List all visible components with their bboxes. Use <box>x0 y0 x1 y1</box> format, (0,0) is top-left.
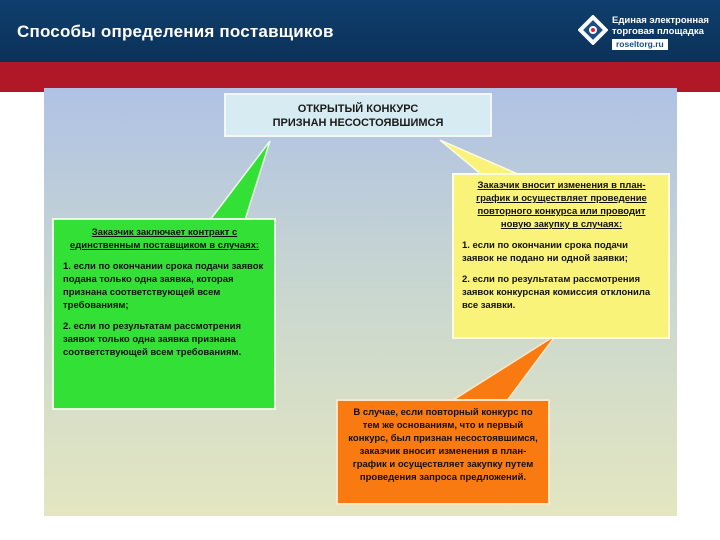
main-box <box>224 93 492 137</box>
orange-box <box>336 399 550 505</box>
main-box-line2: ПРИЗНАН НЕСОСТОЯВШИМСЯ <box>272 117 444 129</box>
connector-to-yellow <box>440 140 520 175</box>
yellow-box-heading: Заказчик вносит изменения в план-график и осуществляет проведение повторного конкурса или проводит новую закупку в случаях: <box>476 180 647 230</box>
green-box <box>52 218 276 410</box>
connector-to-green <box>210 141 270 220</box>
logo-url: roseltorg.ru <box>612 39 668 50</box>
green-box-item1: 1. если по окончании срока подачи заявок подана только одна заявка, которая признана соответствующей всем требованиям; <box>63 261 264 311</box>
yellow-box-item2: 2. если по результатам рассмотрения заявок конкурсная комиссия отклонила все заявки. <box>462 274 651 311</box>
logo-text-line2: торговая площадка <box>612 26 704 37</box>
slide-title: Способы определения поставщиков <box>17 22 334 41</box>
yellow-box <box>452 173 670 339</box>
green-box-item2: 2. если по результатам рассмотрения заявок только одна заявка признана соответствующей всем требованиям. <box>63 321 242 358</box>
logo-text-line1: Единая электронная <box>612 15 709 26</box>
yellow-box-item1: 1. если по окончании срока подачи заявок не подано ни одной заявки; <box>462 240 628 264</box>
orange-box-text: В случае, если повторный конкурс по тем же основаниям, что и первый конкурс, был признан несостоявшимся, заказчик вносит изменения в план-график и осуществляет закупку путем проведения запроса предложений. <box>348 407 538 483</box>
green-box-heading: Заказчик заключает контракт с единственным поставщиком в случаях: <box>69 227 260 251</box>
main-box-line1: ОТКРЫТЫЙ КОНКУРС <box>297 103 419 115</box>
connector-to-orange <box>450 335 556 402</box>
